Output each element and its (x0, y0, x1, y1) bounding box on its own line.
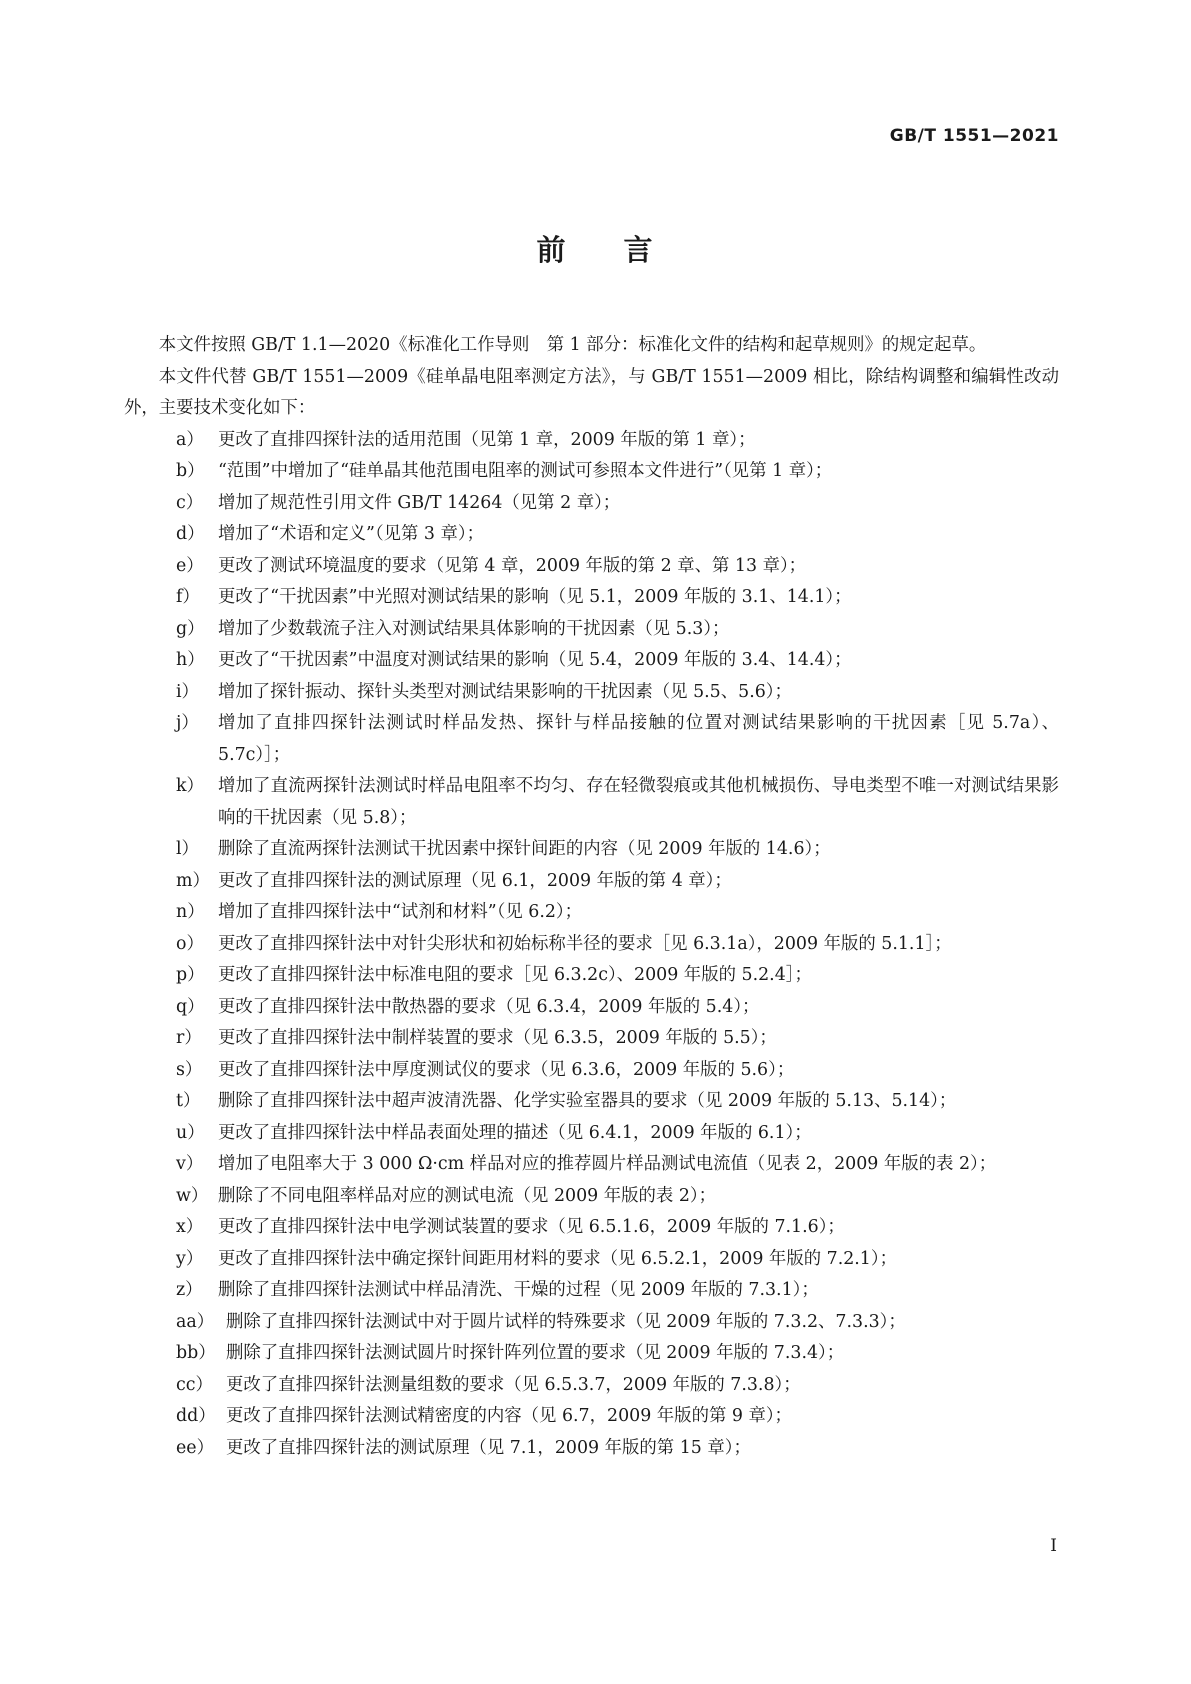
list-item (124, 1149, 1059, 1181)
list-item-text: 删除了直排四探针法中超声波清洗器、化学实验室器具的要求（见 2009 年版的 5.13、5.14）； (218, 1091, 957, 1111)
list-item (124, 582, 1059, 614)
list-item (124, 708, 1059, 771)
list-item-label: z） (176, 1280, 203, 1300)
title-char-2: 言 (623, 233, 655, 267)
list-item (124, 1244, 1059, 1276)
list-item-label: v） (176, 1154, 204, 1174)
list-item (124, 960, 1059, 992)
list-item-label: p） (176, 965, 205, 985)
list-item-label: dd） (176, 1406, 216, 1426)
list-item-text: 更改了直排四探针法中制样装置的要求（见 6.3.5，2009 年版的 5.5）； (218, 1028, 777, 1048)
list-item (124, 519, 1059, 551)
list-item-text: 增加了直排四探针法中“试剂和材料”（见 6.2）； (218, 902, 582, 922)
list-item-label: k） (176, 776, 204, 796)
list-item-text: 更改了直排四探针法的测试原理（见 7.1，2009 年版的第 15 章）； (226, 1437, 751, 1458)
standard-number: GB/T 1551—2021 (889, 126, 1059, 146)
list-item (124, 897, 1059, 929)
list-item-label: a） (176, 429, 204, 450)
list-item-label: cc） (176, 1374, 213, 1395)
list-item-label: e） (176, 555, 204, 576)
list-item (124, 929, 1059, 961)
list-item-text: 增加了电阻率大于 3 000 Ω·cm 样品对应的推荐圆片样品测试电流值（见表 2，2009 年版的表 2）； (218, 1154, 997, 1174)
list-item-text: 增加了规范性引用文件 GB/T 14264（见第 2 章）； (218, 492, 621, 513)
list-item (124, 771, 1059, 834)
list-item-text: 更改了直排四探针法中散热器的要求（见 6.3.4，2009 年版的 5.4）； (218, 996, 760, 1017)
list-item-label: o） (176, 933, 204, 954)
list-item (124, 1055, 1059, 1087)
list-item-label: c） (176, 492, 204, 513)
list-item-label: b） (176, 461, 205, 481)
page-number: I (1050, 1536, 1057, 1556)
list-item-text: 更改了直排四探针法中厚度测试仪的要求（见 6.3.6，2009 年版的 5.6）； (218, 1059, 795, 1080)
list-item-text: 更改了直排四探针法中确定探针间距用材料的要求（见 6.5.2.1，2009 年版的 7.2.1）； (218, 1248, 897, 1269)
list-item-label: w） (176, 1185, 209, 1206)
list-item-label: f） (176, 587, 200, 607)
list-item-label: j） (176, 713, 199, 733)
list-item-label: g） (176, 618, 205, 639)
list-item-text: 更改了直排四探针法的适用范围（见第 1 章，2009 年版的第 1 章）； (218, 429, 756, 450)
list-item-label: u） (176, 1122, 205, 1143)
list-item (124, 1401, 1059, 1433)
list-item (124, 425, 1059, 457)
list-item-text: 更改了直排四探针法测试精密度的内容（见 6.7，2009 年版的第 9 章）； (226, 1406, 792, 1426)
list-item-text: 增加了直排四探针法测试时样品发热、探针与样品接触的位置对测试结果影响的干扰因素［见 5.7a）、5.7c）］； (218, 713, 1059, 765)
list-item (124, 488, 1059, 520)
list-item-text: 更改了直排四探针法测量组数的要求（见 6.5.3.7，2009 年版的 7.3.8）； (226, 1374, 801, 1395)
page-title (0, 228, 1191, 269)
list-item (124, 551, 1059, 583)
list-item-text: “范围”中增加了“硅单晶其他范围电阻率的测试可参照本文件进行”（见第 1 章）； (218, 461, 833, 481)
list-item-label: l） (176, 839, 199, 859)
list-item-label: i） (176, 681, 199, 702)
list-item-text: 删除了不同电阻率样品对应的测试电流（见 2009 年版的表 2）； (218, 1185, 716, 1206)
list-item-text: 增加了少数载流子注入对测试结果具体影响的干扰因素（见 5.3）； (218, 618, 730, 639)
list-item-label: x） (176, 1217, 204, 1237)
list-item-label: h） (176, 650, 205, 670)
list-item-text: 更改了直排四探针法的测试原理（见 6.1，2009 年版的第 4 章）； (218, 870, 732, 891)
list-item-label: s） (176, 1059, 203, 1080)
list-item-text: 更改了直排四探针法中对针尖形状和初始标称半径的要求［见 6.3.1a），2009 年版的 5.1.1］； (218, 933, 952, 954)
list-item (124, 677, 1059, 709)
list-item-text: 增加了探针振动、探针头类型对测试结果影响的干扰因素（见 5.5、5.6）； (218, 681, 792, 702)
list-item-label: ee） (176, 1437, 214, 1458)
list-item-text: 增加了直流两探针法测试时样品电阻率不均匀、存在轻微裂痕或其他机械损伤、导电类型不唯一对测试结果影响的干扰因素（见 5.8）； (218, 776, 1059, 828)
list-item (124, 1433, 1059, 1465)
list-item-label: bb） (176, 1343, 216, 1363)
list-item-text: 更改了直排四探针法中样品表面处理的描述（见 6.4.1，2009 年版的 6.1）； (218, 1122, 812, 1143)
list-item (124, 1338, 1059, 1370)
list-item-label: q） (176, 996, 205, 1017)
list-item-label: m） (176, 870, 210, 891)
paragraph-replacement: 本文件代替 GB/T 1551—2009《硅单晶电阻率测定方法》，与 GB/T 1551—2009 相比，除结构调整和编辑性改动外，主要技术变化如下： (124, 366, 1059, 418)
list-item-text: 删除了直排四探针法测试中样品清洗、干燥的过程（见 2009 年版的 7.3.1）； (218, 1280, 819, 1300)
foreword-body (124, 330, 1059, 1464)
list-item (124, 992, 1059, 1024)
list-item (124, 1086, 1059, 1118)
list-item (124, 1275, 1059, 1307)
list-item-text: 更改了直排四探针法中电学测试装置的要求（见 6.5.1.6，2009 年版的 7.1.6）； (218, 1217, 845, 1237)
list-item-label: y） (176, 1248, 204, 1269)
list-item-text: 更改了“干扰因素”中光照对测试结果的影响（见 5.1，2009 年版的 3.1、14.1）； (218, 587, 852, 607)
list-item-text: 删除了直排四探针法测试圆片时探针阵列位置的要求（见 2009 年版的 7.3.4）； (226, 1343, 845, 1363)
list-item (124, 614, 1059, 646)
list-item (124, 1370, 1059, 1402)
list-item-text: 删除了直排四探针法测试中对于圆片试样的特殊要求（见 2009 年版的 7.3.2、7.3.3）； (226, 1311, 906, 1332)
list-item-text: 增加了“术语和定义”（见第 3 章）； (218, 524, 484, 544)
list-item-text: 更改了“干扰因素”中温度对测试结果的影响（见 5.4，2009 年版的 3.4、14.4）； (218, 650, 852, 670)
list-item-label: t） (176, 1091, 201, 1111)
title-char-1: 前 (536, 233, 568, 267)
list-item-label: aa） (176, 1311, 215, 1332)
list-item (124, 1181, 1059, 1213)
list-item-label: n） (176, 902, 205, 922)
list-item (124, 1212, 1059, 1244)
list-item-text: 更改了测试环境温度的要求（见第 4 章，2009 年版的第 2 章、第 13 章）； (218, 555, 807, 576)
list-item-text: 删除了直流两探针法测试干扰因素中探针间距的内容（见 2009 年版的 14.6）； (218, 839, 831, 859)
list-item (124, 834, 1059, 866)
list-item (124, 1023, 1059, 1055)
list-item (124, 645, 1059, 677)
list-item (124, 866, 1059, 898)
list-item (124, 456, 1059, 488)
list-item-label: d） (176, 524, 205, 544)
paragraph-drafting-rules: 本文件按照 GB/T 1.1—2020《标准化工作导则 第 1 部分：标准化文件的结构和起草规则》的规定起草。 (158, 335, 987, 355)
list-item-label: r） (176, 1028, 202, 1048)
technical-changes-list (124, 425, 1059, 1465)
list-item-text: 更改了直排四探针法中标准电阻的要求［见 6.3.2c）、2009 年版的 5.2.4］； (218, 965, 812, 985)
list-item (124, 1307, 1059, 1339)
list-item (124, 1118, 1059, 1150)
